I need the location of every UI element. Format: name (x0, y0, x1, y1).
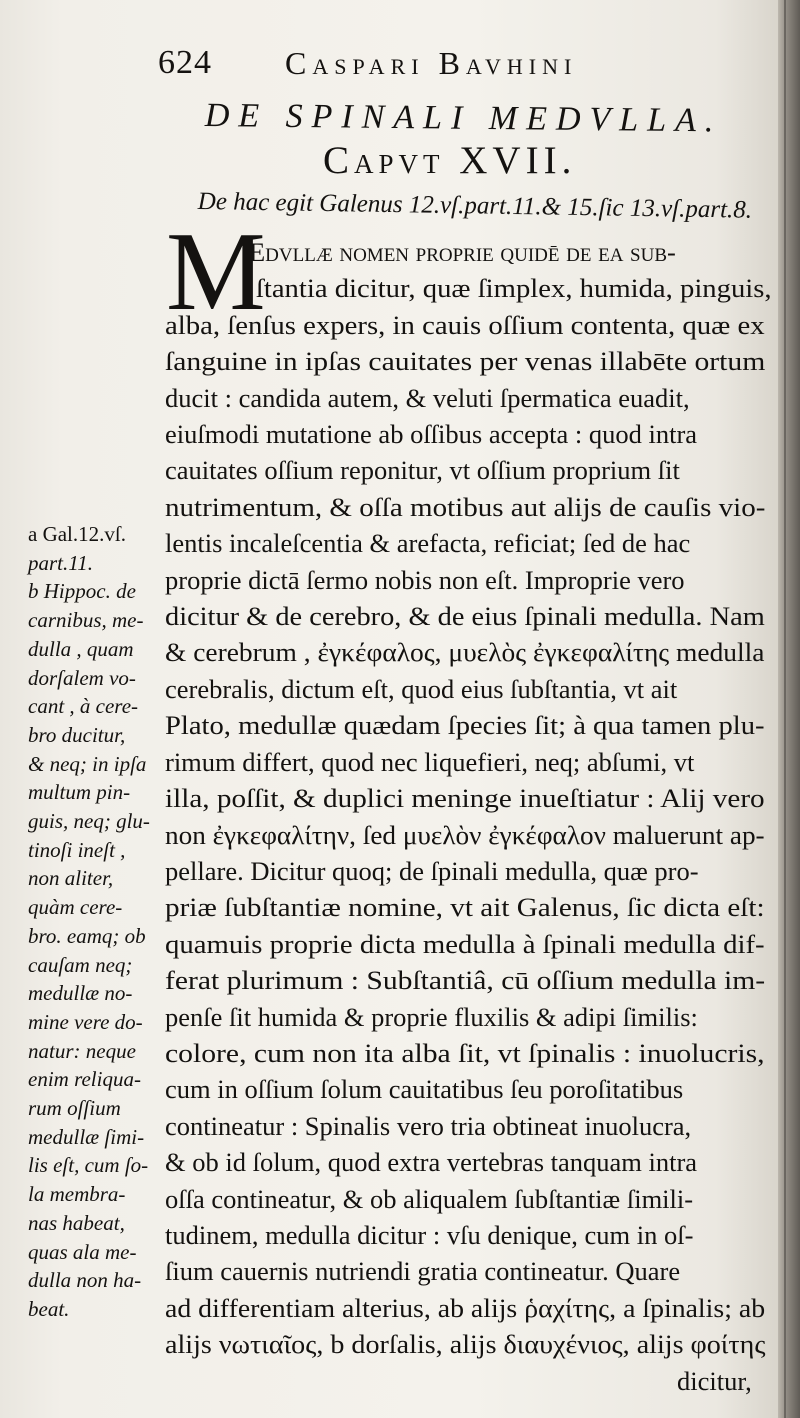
body-line: ferat plurimum : Subſtantiâ, cū oſſium medulla im- (165, 965, 766, 996)
body-line: dicitur & de cerebro, & de eius ſpinali medulla. Nam (165, 601, 765, 632)
margin-note-line: dorſalem vo- (28, 665, 136, 690)
section-title: DE SPINALI MEDVLLA. (204, 97, 723, 140)
margin-note-line: & neq; in ipſa (28, 751, 147, 776)
running-head: Caspari Bavhini (285, 45, 578, 81)
margin-note-line: nas habeat, (28, 1210, 125, 1235)
body-line: cauitates oſſium reponitur, vt oſſium proprium ſit (165, 455, 680, 486)
margin-note-line: b Hippoc. de (28, 579, 136, 604)
body-line: penſe ſit humida & proprie fluxilis & adipi ſimilis: (165, 1001, 698, 1032)
body-line: Plato, medullæ quædam ſpecies ſit; à qua tamen plu- (165, 710, 765, 741)
margin-note-line: cant , à cere- (28, 694, 139, 719)
body-line: colore, cum non ita alba ſit, vt ſpinalis : inuolucris, (165, 1037, 765, 1068)
body-line: & cerebrum , ἐγκέφαλος, μυελὸς ἐγκεφαλίτης medulla (165, 637, 765, 668)
body-line: & ob id ſolum, quod extra vertebras tanquam intra (165, 1147, 698, 1178)
margin-note-line: a Gal.12.vſ. (28, 522, 126, 546)
body-line: dicitur, (677, 1365, 752, 1396)
body-line: non ἐγκεφαλίτην, ſed μυελὸν ἐγκέφαλον maluerunt ap- (165, 819, 765, 850)
body-line: Edvllæ nomen proprie quidē de ea ſub- (249, 237, 676, 267)
body-line: ſanguine in ipſas cauitates per venas illabēte ortum (165, 346, 766, 377)
margin-note-line: non aliter, (28, 866, 114, 891)
chapter-source-note: De hac egit Galenus 12.vſ.part.11.& 15.ſic 13.vſ.part.8. (197, 188, 753, 224)
margin-note-line: enim reliqua- (28, 1067, 141, 1092)
body-line: ſtantia dicitur, quæ ſimplex, humida, pinguis, (255, 273, 772, 304)
margin-note-line: carnibus, me- (28, 608, 144, 633)
body-text (165, 234, 772, 1399)
margin-note-line: medullæ ſimi- (28, 1124, 145, 1149)
body-line: ad differentiam alterius, ab alijs ῥαχίτης, a ſpinalis; ab (165, 1292, 766, 1323)
margin-note-line: cauſam neq; (28, 952, 133, 977)
body-line: pellare. Dicitur quoq; de ſpinali medulla, quæ pro- (165, 855, 699, 886)
body-line: cerebralis, dictum eſt, quod eius ſubſtantia, vt ait (165, 673, 678, 704)
drop-cap-initial: M (166, 210, 266, 334)
margin-note-line: part.11. (28, 550, 93, 575)
body-line: oſſa contineatur, & ob aliqualem ſubſtantiæ ſimili- (165, 1183, 694, 1214)
body-line: ſium cauernis nutriendi gratia contineatur. Quare (165, 1256, 681, 1287)
body-line: alijs νωτιαῖος, b dorſalis, alijs διαυχένιος, alijs φοίτης (165, 1329, 766, 1360)
body-line: alba, ſenſus expers, in cauis oſſium contenta, quæ ex (165, 309, 765, 340)
margin-note-line: bro. eamq; ob (28, 923, 146, 948)
margin-note-line: multum pin- (28, 780, 131, 805)
body-line: lentis incaleſcentia & arefacta, reficiat; ſed de hac (165, 528, 691, 559)
body-line: nutrimentum, & oſſa motibus aut alijs de cauſis vio- (165, 491, 766, 522)
margin-note-line: lis eſt, cum ſo- (28, 1153, 149, 1178)
margin-note-line: mine vere do- (28, 1009, 143, 1034)
margin-note-line: quàm cere- (28, 895, 123, 920)
margin-note-line: quas ala me- (28, 1239, 137, 1264)
body-line: eiuſmodi mutatione ab oſſibus accepta : quod intra (165, 419, 698, 450)
margin-note-line: natur: neque (28, 1038, 136, 1063)
margin-note-line: rum oſſium (28, 1096, 121, 1121)
margin-note-line: beat. (28, 1296, 70, 1321)
margin-notes (28, 520, 168, 1324)
body-line: illa, poſſit, & duplici meninge inueſtiatur : Alij vero (165, 783, 765, 814)
body-line: proprie dictā ſermo nobis non eſt. Improprie vero (165, 564, 685, 595)
chapter-title: Capvt XVII. (323, 139, 577, 182)
margin-note-line: dulla non ha- (28, 1268, 142, 1293)
margin-note-line: bro ducitur, (28, 722, 126, 747)
margin-note-line: guis, neq; glu- (28, 809, 150, 834)
margin-note-line: dulla , quam (28, 636, 134, 661)
margin-note-line: tinoſi ineſt , (28, 837, 126, 862)
margin-note-line: medullæ no- (28, 981, 133, 1006)
book-gutter-edge (778, 0, 800, 1418)
body-line: rimum differt, quod nec liquefieri, neq; abſumi, vt (165, 746, 695, 777)
body-line: ducit : candida autem, & veluti ſpermatica euadit, (165, 382, 690, 413)
body-line: contineatur : Spinalis vero tria obtineat inuolucra, (165, 1110, 692, 1141)
body-line: cum in oſſium ſolum cauitatibus ſeu poroſitatibus (165, 1074, 684, 1105)
body-line: tudinem, medulla dicitur : vſu denique, cum in oſ- (165, 1219, 694, 1250)
page-number: 624 (158, 44, 212, 81)
body-line: quamuis proprie dicta medulla à ſpinali medulla dif- (165, 928, 765, 959)
body-line: priæ ſubſtantiæ nomine, vt ait Galenus, ſic dicta eſt: (165, 892, 765, 923)
margin-note-line: la membra- (28, 1182, 126, 1207)
